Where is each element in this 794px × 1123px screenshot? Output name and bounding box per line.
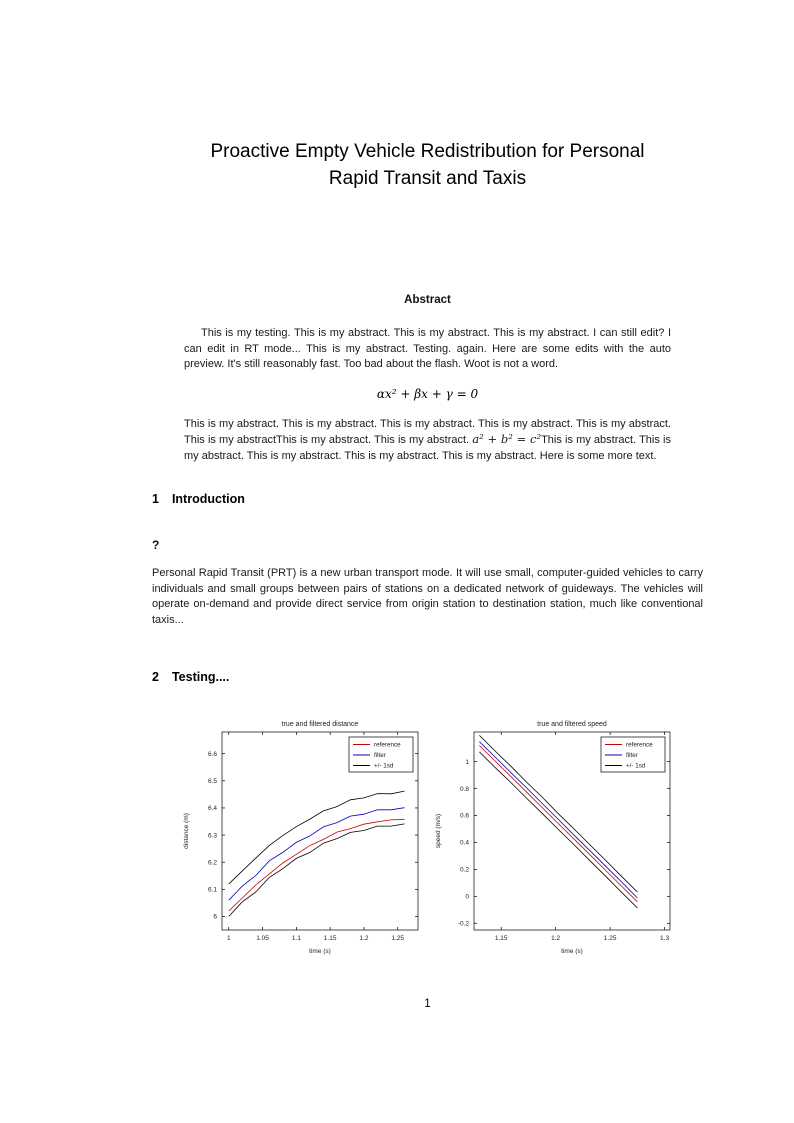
svg-text:time (s): time (s) [308,948,331,955]
svg-text:time (s): time (s) [560,948,583,955]
display-equation: αx² + βx + γ = 0 [376,386,479,401]
abstract-heading: Abstract [404,294,451,306]
svg-text:1.25: 1.25 [603,935,616,942]
paper-content [152,0,703,1010]
section-heading-introduction [152,492,703,506]
svg-text:true and filtered distance: true and filtered distance [281,721,358,728]
svg-text:0.8: 0.8 [459,785,469,793]
svg-text:filter: filter [625,752,638,760]
paper-title [152,0,703,192]
svg-text:6.6: 6.6 [207,750,217,758]
figure-distance-chart [178,716,426,966]
svg-text:1.1: 1.1 [291,935,301,942]
svg-text:distance (m): distance (m) [182,813,190,849]
figure-speed-chart [430,716,678,966]
svg-text:0.4: 0.4 [459,839,469,847]
svg-text:-0.2: -0.2 [457,920,469,928]
svg-text:0.6: 0.6 [459,812,469,820]
svg-text:6.5: 6.5 [207,778,217,786]
paper-title-line-2: Rapid Transit and Taxis [328,168,527,189]
svg-text:0: 0 [464,893,469,901]
section-1-title: Introduction [171,492,245,506]
svg-text:1: 1 [226,935,231,942]
introduction-paragraph: Personal Rapid Transit (PRT) is a new urban transport mode. It will use small, computer-guided vehicles to carry individuals and small groups between pairs of stations on a dedicated network of guideways. The vehicles will operate on-demand and provide direct service from origin station to destination station, much like conventional taxis... [152,567,703,626]
svg-text:reference: reference [625,741,653,749]
svg-text:1: 1 [464,758,469,766]
svg-text:1.05: 1.05 [255,935,269,942]
svg-text:true and filtered speed: true and filtered speed [536,721,607,728]
svg-text:+/- 1sd: +/- 1sd [625,762,645,770]
svg-text:1.2: 1.2 [358,935,368,942]
svg-text:0.2: 0.2 [459,866,469,874]
abstract-p2-text-2: This is my abstract. This is my abstract. This is my abstract. This is my abstract. This is my abstract. Here is some more text. [184,434,671,462]
svg-text:1.15: 1.15 [494,935,508,942]
svg-text:1.3: 1.3 [659,935,669,942]
svg-text:6.3: 6.3 [207,832,217,840]
svg-text:1.15: 1.15 [323,935,336,942]
abstract-block [152,326,703,464]
figures-row [152,716,703,966]
section-2-title: Testing.... [171,670,230,684]
section-heading-testing [152,670,703,684]
inline-equation: a² + b² = c² [472,432,542,446]
svg-text:+/- 1sd: +/- 1sd [373,762,393,770]
svg-text:speed (m/s): speed (m/s) [434,813,442,849]
svg-text:1.25: 1.25 [390,935,404,942]
svg-text:1.2: 1.2 [550,935,560,942]
svg-text:6.2: 6.2 [207,859,217,867]
svg-text:6.1: 6.1 [207,886,217,894]
section-1-number: 1 [152,492,159,506]
svg-text:filter: filter [373,752,386,760]
section-2-number: 2 [152,670,159,684]
abstract-paragraph-2 [184,417,671,465]
svg-text:6: 6 [212,913,217,921]
question-mark-text: ? [152,538,160,552]
abstract-paragraph-1: This is my testing. This is my abstract. This is my abstract. This is my abstract. I can still edit? I can edit in RT mode... This is my abstract. Testing. again. Here are some edits with the auto preview. It's still reasonably fast. Too bad about the flash. Woot is not a word. [184,327,671,370]
paper-title-line-1: Proactive Empty Vehicle Redistribution for Personal [210,141,645,162]
svg-text:reference: reference [373,741,401,749]
abstract-p2-text-1: This is my abstract. This is my abstract. This is my abstract. This is my abstract. This is my abstract. This is my abstractThis is my abstract. This is my abstract. [184,417,671,446]
page-number: 1 [424,998,431,1010]
svg-text:6.4: 6.4 [207,805,217,813]
